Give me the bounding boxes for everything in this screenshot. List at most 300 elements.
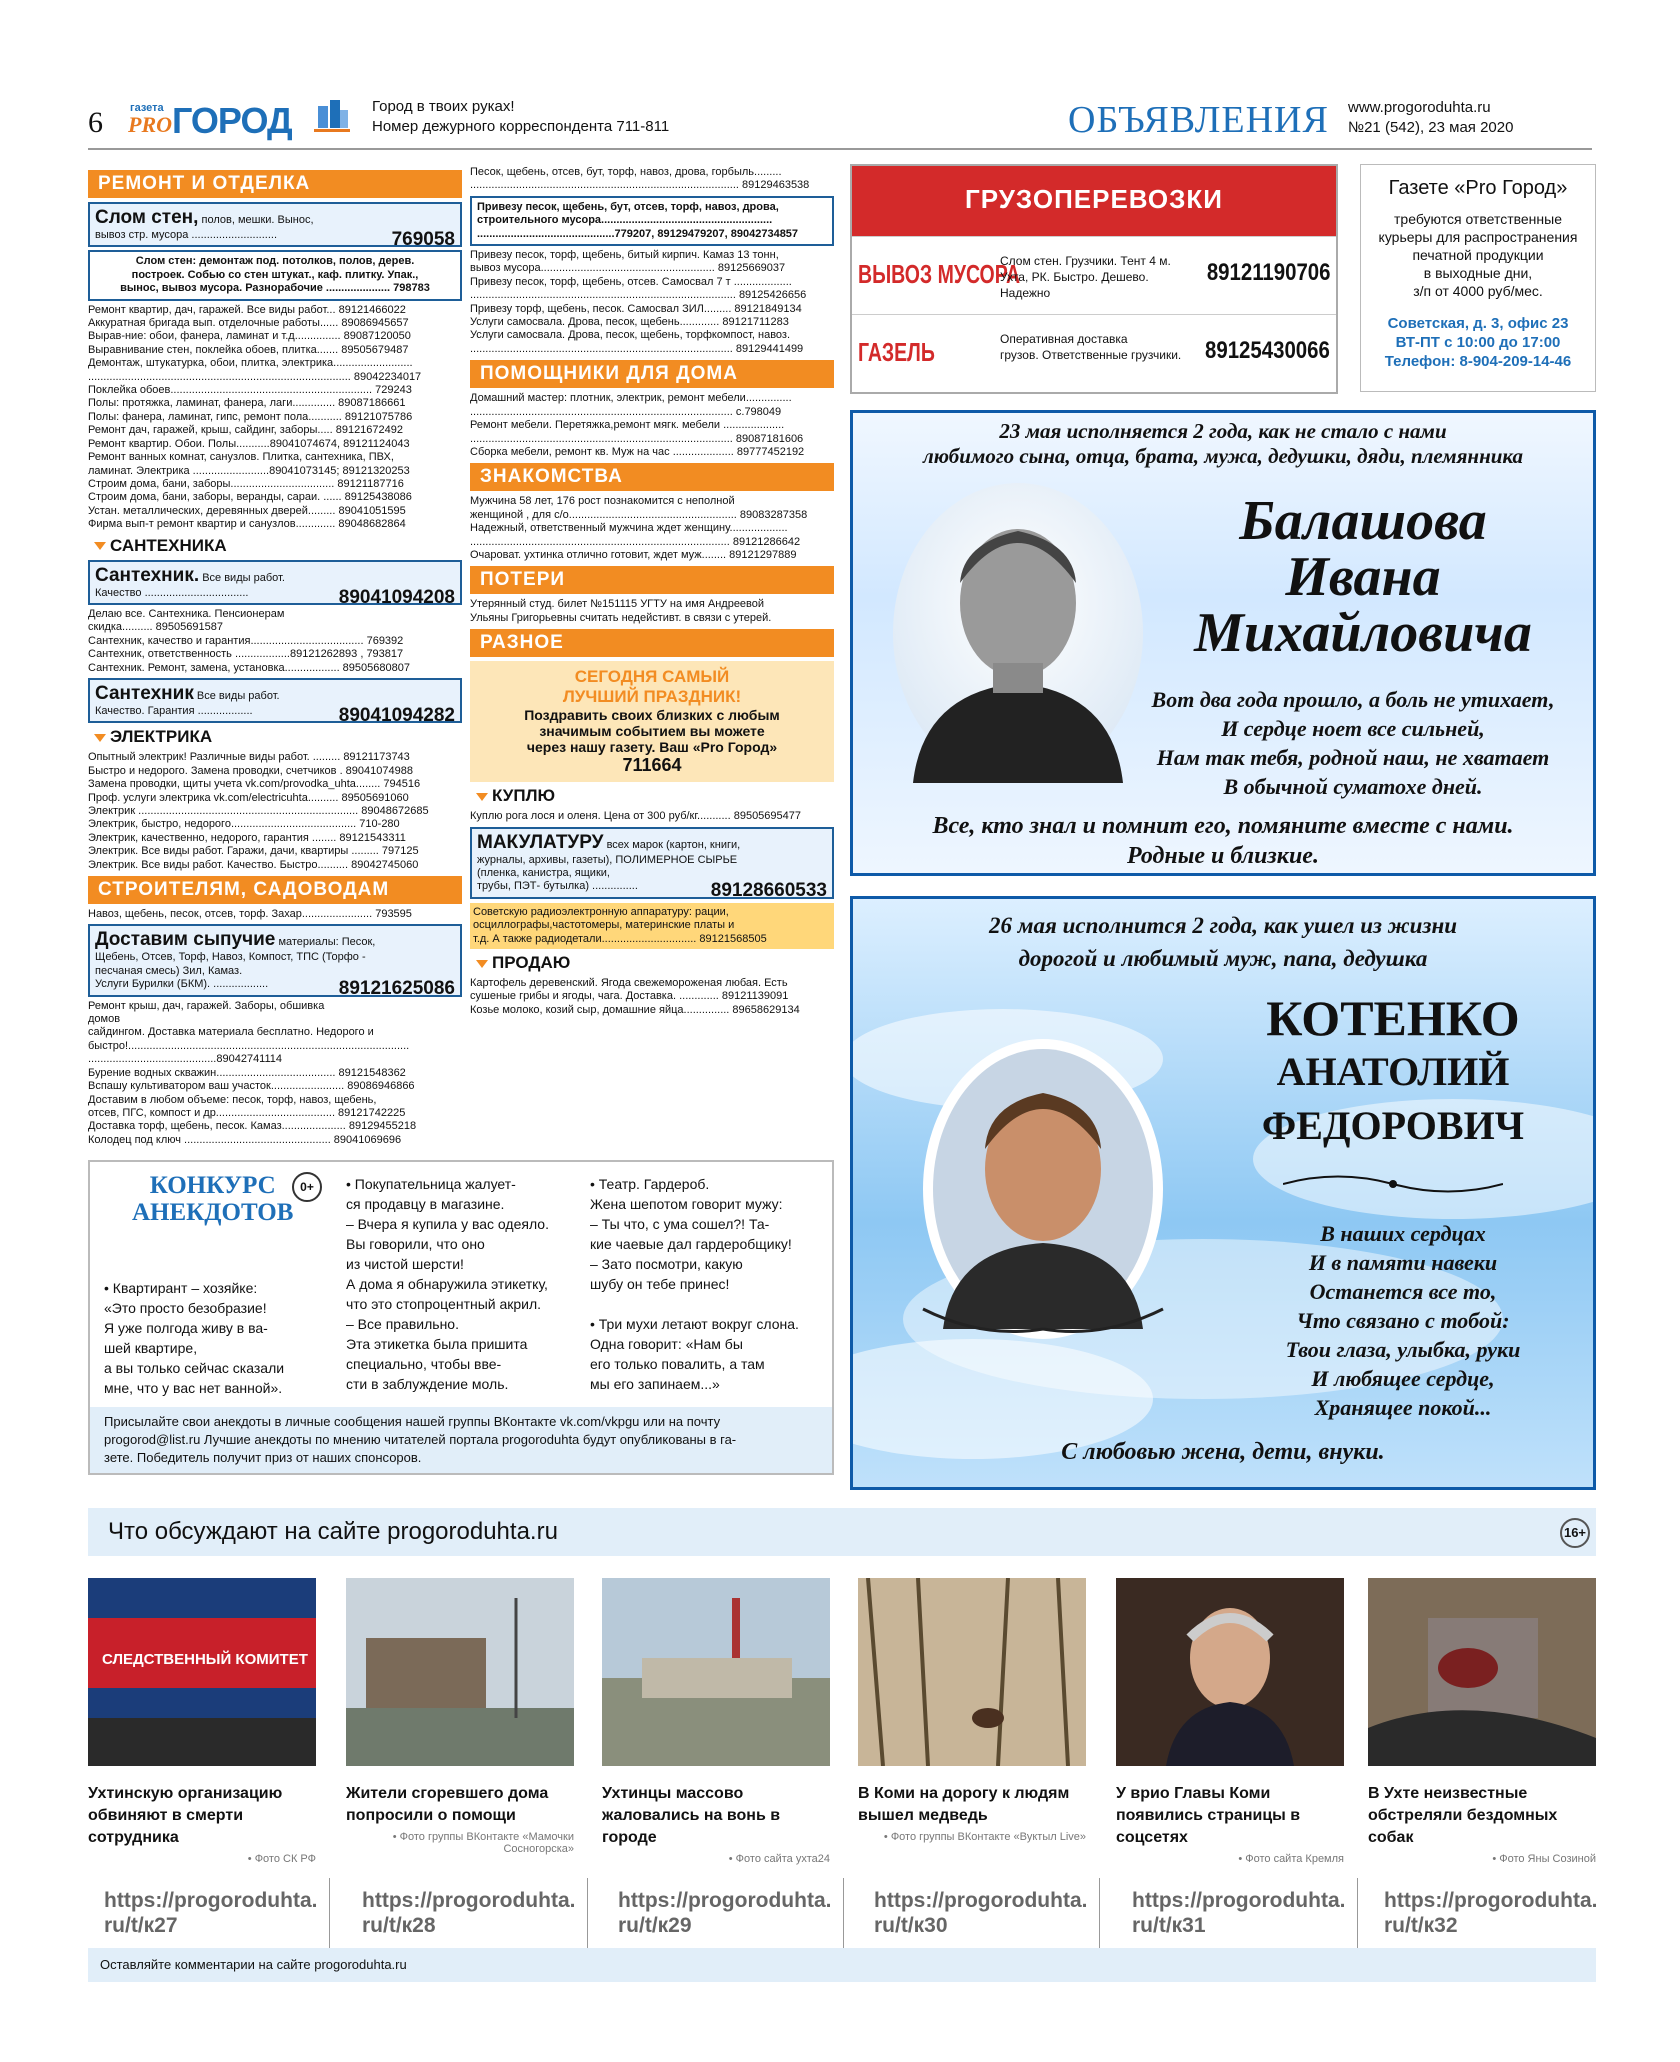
ad-line: Мужчина 58 лет, 176 рост познакомится с неполной (470, 495, 735, 508)
cargo-phone: 89125430066 (1205, 337, 1330, 364)
ad-line: Куплю рога лося и оленя. Цена от 300 руб/кг........... 89505695477 (470, 810, 802, 823)
joke-line: – Вчера я купила у вас одеяло. (346, 1216, 549, 1232)
photo-caption: СЛЕДСТВЕННЫЙ КОМИТЕТ (102, 1651, 308, 1668)
joke-line: – Все правильно. (346, 1316, 459, 1332)
ad-line: Выравнивание стен, поклейка обоев, плитка....... 89505679487 (88, 343, 409, 356)
footer-line: Родные и близкие. (1127, 843, 1319, 869)
phone: 89121625086 (338, 978, 455, 1000)
category-builders: СТРОИТЕЛЯМ, САДОВОДАМ (88, 876, 462, 904)
box-lead: Сантехник (95, 682, 194, 704)
ad-line: ..................................................................................... 89121286642 (470, 535, 801, 548)
ad-line: Песок, щебень, отсев, бут, торф, навоз, дрова, горбыль......... (470, 166, 782, 178)
section-title: ОБЪЯВЛЕНИЯ (1068, 99, 1329, 141)
box-text: материалы: Песок, (278, 936, 376, 949)
ad-line: Привезу песок, торф, щебень, отсев. Самосвал 7 т ................... (470, 275, 792, 288)
vacancy-line: печатной продукции (1412, 247, 1544, 263)
box-text: вынос, вывоз мусора. Разнорабочие ..................... (120, 282, 391, 295)
subcategory-sell: ПРОДАЮ (476, 953, 834, 973)
poem-line: Что связано с тобой: (1296, 1308, 1510, 1333)
poem-line: В обычной суматохе дней. (1223, 774, 1483, 799)
photo-credit: • Фото СК РФ (247, 1853, 316, 1865)
ad-line: сушеные грибы и ягоды, чага. Доставка. ............. 89121139091 (470, 990, 789, 1003)
vacancy-body (1361, 210, 1595, 300)
cargo-service: ГАЗЕЛЬ (858, 337, 935, 367)
header-divider (88, 148, 1592, 150)
ad-line: ..........................................89042741114 (88, 1053, 283, 1066)
subcategory-electrics: ЭЛЕКТРИКА (94, 727, 462, 747)
name-line: Балашова (1239, 490, 1487, 552)
box-lead: Сантехник. (95, 564, 200, 586)
ad-line: Ремонт ванных комнат, санузлов. Плитка, сантехника, ПВХ, (88, 451, 394, 464)
box-text: строительного мусора........................................................ (477, 214, 773, 227)
ad-line: Опытный электрик! Различные виды работ. ......... 89121173743 (88, 751, 410, 764)
heading-line: любимого сына, отца, брата, мужа, дедушки, дяди, племянника (922, 444, 1524, 468)
box-lead: Доставим сыпучие (95, 929, 276, 951)
phone: 798783 (393, 282, 430, 295)
ad-line: Электрик, быстро, недорого......................................... 710-280 (88, 818, 400, 831)
ad-list (88, 608, 462, 675)
ad-line: Электрик, качественно, недорого, гарантия ........ 89121543311 (88, 831, 406, 844)
url-line: ru/t/к29 (618, 1914, 692, 1937)
promo-text: Поздравить своих близких с любым (524, 707, 780, 724)
category-dating: ЗНАКОМСТВА (470, 463, 834, 491)
desc-line: грузов. Ответственные грузчики. (1000, 348, 1182, 362)
ad-line: Строим дома, бани, заборы, веранды, сараи. ...... 89125438086 (88, 491, 412, 504)
ad-line: Сантехник. Ремонт, замена, установка.................. 89505680807 (88, 661, 410, 674)
ad-line: Надежный, ответственный мужчина ждет женщину................... (470, 522, 788, 535)
promo-title: СЕГОДНЯ САМЫЙ (574, 667, 730, 687)
joke-line: – Ты что, с ума сошел?! Та- (590, 1216, 770, 1232)
news-headline: Ухтинцы массово жаловались на вонь в городе (602, 1785, 781, 1846)
ad-line: Домашний мастер: плотник, электрик, ремонт мебели............... (470, 392, 792, 405)
news-card[interactable] (858, 1578, 1088, 1937)
ad-line: быстро!............................................................................................ (88, 1039, 410, 1052)
news-link[interactable] (1384, 1888, 1597, 1938)
ad-line: Сантехник, качество и гарантия..................................... 769392 (88, 634, 404, 647)
photo-credit: • Фото сайта Кремля (1238, 1853, 1344, 1865)
footer-line: Все, кто знал и помнит его, помяните вместе с нами. (932, 813, 1514, 839)
info-line: зете. Победитель получит приз от наших спонсоров. (104, 1450, 422, 1465)
joke-line: его только повалить, а там (590, 1356, 765, 1372)
photo-credit: • Фото группы ВКонтакте «Вуктыл Live» (883, 1831, 1086, 1843)
box-text: Слом стен: демонтаж под. потолков, полов, дерев. (135, 255, 415, 268)
city-emblem-icon (312, 96, 352, 136)
url-line: https://progoroduhta. (362, 1889, 576, 1912)
ad-list (470, 977, 834, 1017)
desc-line: Ухта, РК. Быстро. Дешево. Надежно (1000, 270, 1149, 300)
vacancy-line: в выходные дни, (1423, 265, 1533, 281)
joke-1 (104, 1278, 324, 1398)
desc-line: Слом стен. Грузчики. Тент 4 м. (1000, 254, 1171, 268)
ad-box-bulk-materials (88, 924, 462, 1000)
vacancy-contacts (1361, 314, 1595, 371)
ad-line: Доставка торф, щебень, песок. Камаз..................... 89129455218 (88, 1120, 417, 1133)
ad-line: ...................................................................................... с.798049 (470, 405, 782, 418)
ad-line: Доставим в любом объеме: песок, торф, навоз, щебень, (88, 1093, 377, 1106)
url-line: ru/t/к28 (362, 1914, 436, 1937)
ad-line: т.д. А также радиодетали............................... 89121568505 (473, 932, 767, 945)
joke-3 (590, 1174, 826, 1294)
ad-list (88, 751, 462, 872)
logo (128, 100, 318, 140)
promo-box (470, 661, 834, 782)
box-text: песчаная смесь) Зил, Камаз. (95, 964, 243, 977)
ad-line: Ремонт дач, гаражей, крыш, сайдинг, заборы..... 89121672492 (88, 424, 404, 437)
ad-line: Замена проводки, щиты учета vk.com/provodka_uhta........ 794516 (88, 778, 421, 791)
ad-line: Бурение водных скважин....................................... 89121548362 (88, 1066, 406, 1079)
ad-line: ...................................................................................... 89042234017 (88, 370, 422, 383)
desc-line: Оперативная доставка (1000, 332, 1128, 346)
ad-line: Утерянный студ. билет №151115 УГТУ на имя Андреевой (470, 598, 765, 611)
promo-phone: 711664 (622, 755, 682, 776)
joke-4 (590, 1314, 826, 1394)
phone: 89128660533 (710, 880, 827, 902)
poem-line: И любящее сердце, (1311, 1366, 1495, 1391)
promo-text: через нашу газету. Ваш «Pro Город» (526, 739, 778, 756)
box-text: Качество .................................. (95, 586, 249, 599)
ad-line: Проф. услуги электрика vk.com/electricuhta.......... 89505691060 (88, 791, 409, 804)
joke-line: сти в заблуждение моль. (346, 1376, 509, 1392)
contact-line: Телефон: 8-904-209-14-46 (1384, 353, 1572, 370)
news-link[interactable] (618, 1888, 831, 1938)
ad-line: Очароват. ухтинка отлично готовит, ждет муж........ 89121297889 (470, 548, 797, 561)
logo-pro: PRO (128, 112, 172, 137)
box-lead: Слом стен, (95, 207, 199, 228)
vacancy-line: з/п от 4000 руб/мес. (1413, 283, 1543, 299)
ad-box-plumber-2 (88, 678, 462, 726)
ad-box-demolition (88, 202, 462, 250)
poem-line: В наших сердцах (1320, 1221, 1486, 1246)
photo-credit: • Фото группы ВКонтакте «Мамочки Сосногорска» (392, 1831, 574, 1855)
ornament-divider-icon (1283, 1169, 1503, 1199)
news-headline: Ухтинскую организацию обвиняют в смерти сотрудника (88, 1785, 283, 1846)
category-home-helpers: ПОМОЩНИКИ ДЛЯ ДОМА (470, 360, 834, 388)
news-headline: В Ухте неизвестные обстреляли бездомных собак (1368, 1785, 1558, 1846)
poem-line: И сердце ноет все сильней, (1221, 716, 1485, 741)
promo-title: ЛУЧШИЙ ПРАЗДНИК! (562, 687, 742, 707)
ad-line: ...................................................................................... 89087181606 (470, 432, 804, 445)
memorial-heading (853, 419, 1593, 469)
url-line: https://progoroduhta. (874, 1889, 1088, 1912)
category-lost: ПОТЕРИ (470, 566, 834, 594)
info-line: progorod@list.ru Лучшие анекдоты по мнению читателей портала progoroduhta будут опубликованы в га- (104, 1432, 737, 1447)
cargo-row-trash (852, 236, 1336, 314)
ad-line: ....................................................................................... 89125426656 (470, 289, 807, 302)
url-line: ru/t/к27 (104, 1914, 178, 1937)
ad-line: Быстро и недорого. Замена проводки, счетчиков . 89041074988 (88, 764, 413, 777)
joke-line: из чистой шерсти! (346, 1256, 464, 1272)
news-photo (602, 1578, 830, 1766)
ad-line: осциллографы,частотомеры, материнские платы и (473, 919, 735, 932)
ad-line: ........................................................................................ 89129463538 (470, 179, 810, 192)
heading-line: 26 мая исполнится 2 года, как ушел из жизни (988, 913, 1458, 938)
courier-vacancy-ad (1360, 164, 1596, 392)
subcategory-plumbing: САНТЕХНИКА (94, 536, 462, 556)
issue-number: №21 (542), 23 мая 2020 (1348, 119, 1514, 136)
news-card[interactable] (346, 1578, 576, 1937)
logo-small: газета (130, 102, 164, 114)
ad-box-plumber (88, 560, 462, 608)
news-card[interactable] (1116, 1578, 1346, 1937)
news-card[interactable] (88, 1578, 318, 1937)
ad-line: Электрик ........................................................................ 89048672685 (88, 805, 429, 817)
joke-line: шубу он тебе принес! (590, 1276, 730, 1292)
ad-line: Услуги самосвала. Дрова, песок, щебень, торфкомпост, навоз. (470, 329, 791, 342)
ad-line: Аккуратная бригада вып. отделочные работы...... 89086945657 (88, 317, 409, 330)
cargo-service: ВЫВОЗ МУСОРА (858, 259, 1021, 289)
vacancy-title: Газете «Pro Город» (1388, 177, 1568, 199)
site-info (1348, 98, 1513, 138)
box-text: (пленка, канистра, ящики, (477, 866, 610, 879)
url-line: ru/t/к31 (1132, 1914, 1206, 1937)
info-line: Присылайте свои анекдоты в личные сообщения нашей группы ВКонтакте vk.com/vkpgu или на почту (104, 1414, 721, 1429)
ad-line: Электрик. Все виды работ. Гаражи, дачи, квартиры ......... 797125 (88, 845, 419, 858)
name-line: Михайловича (1194, 602, 1532, 664)
portrait-photo (903, 1029, 1183, 1349)
joke-line: – Зато посмотри, какую (590, 1256, 743, 1272)
joke-line: Я уже полгода живу в ва- (104, 1320, 268, 1336)
ad-list (470, 495, 834, 562)
news-photo (858, 1578, 1086, 1766)
ad-line: вывоз мусора......................................................... 89125669037 (470, 262, 786, 275)
joke-line: • Покупательница жалует- (346, 1176, 516, 1192)
ad-line: ...................................................................................... 89129441499 (470, 342, 804, 355)
name-line: АНАТОЛИЙ (1276, 1049, 1510, 1094)
ad-line: Устан. металлических, деревянных дверей......... 89041051595 (88, 504, 406, 517)
box-text: построек. Собью со стен штукат., каф. плитку. Упак., (131, 268, 419, 281)
memorial-name (1233, 991, 1553, 1153)
poem-line: И в памяти навеки (1308, 1250, 1498, 1275)
vacancy-line: курьеры для распространения (1378, 229, 1578, 245)
category-repair: РЕМОНТ И ОТДЕЛКА (88, 170, 462, 198)
ad-line: женщиной , для с/о....................................................... 89083287358 (470, 508, 808, 521)
site-url[interactable]: www.progoroduhta.ru (1348, 99, 1491, 116)
ad-box-delivery (470, 196, 834, 246)
url-line: https://progoroduhta. (1132, 1889, 1346, 1912)
joke-line: «Это просто безобразие! (104, 1300, 267, 1316)
news-headline: У врио Главы Коми появились страницы в соцсетях (1116, 1785, 1301, 1846)
url-line: https://progoroduhta. (618, 1889, 832, 1912)
ad-line: Ремонт крыш, дач, гаражей. Заборы, обшивка домов (88, 999, 325, 1026)
subcategory-buy: КУПЛЮ (476, 786, 834, 806)
ad-line: Ремонт мебели. Перетяжка,ремонт мягк. мебели .................... (470, 419, 785, 432)
joke-line: что это стопроцентный акрил. (346, 1296, 542, 1312)
ad-list (470, 166, 834, 193)
page-number: 6 (88, 106, 103, 139)
name-line: ФЕДОРОВИЧ (1261, 1103, 1525, 1148)
url-line: ru/t/к30 (874, 1914, 948, 1937)
joke-line: специально, чтобы вве- (346, 1356, 502, 1372)
poem-line: Вот два года прошло, а боль не утихает, (1151, 687, 1555, 712)
news-link[interactable] (1132, 1888, 1345, 1938)
jokes-contest (88, 1160, 834, 1475)
ad-line: отсев, ПГС, компост и др....................................... 89121742225 (88, 1106, 406, 1119)
vacancy-line: требуются ответственные (1394, 211, 1562, 227)
joke-line: ся продавцу в магазине. (346, 1196, 505, 1212)
cargo-row-gazelle (852, 314, 1336, 392)
joke-line: мы его запинаем...» (590, 1376, 720, 1392)
ad-line: Козье молоко, козий сыр, домашние яйца............... 89658629134 (470, 1003, 800, 1016)
news-link[interactable] (874, 1888, 1087, 1938)
box-text: вывоз стр. мусора ............................ (95, 229, 277, 241)
age-rating-badge: 16+ (1560, 1518, 1590, 1548)
cargo-ad (850, 164, 1338, 394)
joke-line: Вы говорили, что оно (346, 1236, 485, 1252)
joke-line: мне, что у вас нет ванной». (104, 1380, 283, 1396)
ad-line: Услуги самосвала. Дрова, песок, щебень............. 89121711283 (470, 316, 789, 329)
phone: 769058 (391, 229, 455, 250)
box-text: Качество. Гарантия .................. (95, 704, 253, 717)
ad-line: Вырав-ние: обои, фанера, ламинат и т.д............... 89087120050 (88, 330, 411, 343)
ad-line: Вспашу культиватором ваш участок........................ 89086946866 (88, 1080, 415, 1093)
news-card[interactable] (1368, 1578, 1598, 1937)
ad-list (88, 304, 462, 532)
news-card[interactable] (602, 1578, 832, 1937)
contact-line: ВТ-ПТ с 10:00 до 17:00 (1395, 334, 1561, 351)
ad-line: Картофель деревенский. Ягода свежемороженая любая. Есть (470, 977, 788, 989)
news-strip-title: Что обсуждают на сайте progoroduhta.ru (108, 1518, 558, 1545)
joke-line: Эта этикетка была пришита (346, 1336, 528, 1352)
ad-line: Колодец под ключ ................................................ 89041069696 (88, 1133, 402, 1146)
cargo-desc (1000, 253, 1200, 301)
url-line: ru/t/к32 (1384, 1914, 1458, 1937)
category-misc: РАЗНОЕ (470, 629, 834, 657)
jokes-title (132, 1172, 293, 1226)
cargo-title: ГРУЗОПЕРЕВОЗКИ (852, 166, 1336, 236)
memorial-poem (1233, 1219, 1573, 1422)
logo-main: ГОРОД (172, 100, 292, 141)
news-headline: В Коми на дорогу к людям вышел медведь (858, 1785, 1070, 1824)
box-text: Все виды работ. (196, 689, 280, 702)
memorial-poem (1103, 685, 1596, 801)
box-text: журналы, архивы, газеты), ПОЛИМЕРНОЕ СЫРЬЕ (477, 853, 738, 866)
title-line: АНЕКДОТОВ (132, 1199, 294, 1226)
news-link[interactable] (362, 1888, 575, 1938)
box-lead: МАКУЛАТУРУ (477, 831, 604, 853)
ad-line: Ремонт квартир. Обои. Полы...........89041074674, 89121124043 (88, 437, 410, 450)
classifieds-column-2 (470, 166, 834, 1017)
joke-line: кие чаевые дал гардеробщику! (590, 1236, 792, 1252)
tagline-2: Номер дежурного корреспондента 711-811 (372, 118, 670, 135)
ad-line: Фирма вып-т ремонт квартир и санузлов............. 89048682864 (88, 518, 406, 531)
classifieds-column-1 (88, 166, 462, 1147)
box-text: трубы, ПЭТ- бутылка) ............... (477, 880, 638, 893)
poem-line: Твои глаза, улыбка, руки (1285, 1337, 1521, 1362)
ad-line: Электрик. Все виды работ. Качество. Быстро.......... 89042745060 (88, 858, 419, 871)
joke-line: Одна говорит: «Нам бы (590, 1336, 743, 1352)
cargo-desc (1000, 331, 1200, 363)
heading-line: дорогой и любимый муж, папа, дедушка (1018, 946, 1428, 971)
phone: 89041094208 (338, 586, 455, 608)
news-link[interactable] (104, 1888, 317, 1938)
joke-line: шей квартире, (104, 1340, 198, 1356)
memorial-footer (853, 811, 1593, 871)
memorial-ad-1 (850, 410, 1596, 876)
heading-line: 23 мая исполняется 2 года, как не стало с нами (999, 419, 1447, 443)
news-headline: Жители сгоревшего дома попросили о помощи (346, 1785, 549, 1824)
joke-line: • Театр. Гардероб. (590, 1176, 710, 1192)
memorial-name (1153, 490, 1573, 664)
ad-list (88, 1000, 462, 1147)
age-rating-badge: 0+ (292, 1172, 322, 1202)
news-strip-header (88, 1508, 1596, 1556)
joke-line: а вы только сейчас сказали (104, 1360, 285, 1376)
poem-line: Хранящее покой... (1314, 1395, 1492, 1420)
joke-line: А дома я обнаружила этикетку, (346, 1276, 548, 1292)
name-line: КОТЕНКО (1266, 990, 1520, 1046)
news-photo (1116, 1578, 1344, 1766)
ad-line: Привезу песок, торф, щебень, битый кирпич. Камаз 13 тонн, (470, 249, 779, 262)
news-photo (346, 1578, 574, 1766)
box-text: Привезу песок, щебень, бут, отсев, торф, навоз, дрова, (477, 200, 779, 213)
memorial-heading (853, 909, 1593, 975)
url-line: https://progoroduhta. (1384, 1889, 1598, 1912)
box-text: Щебень, Отсев, Торф, Навоз, Компост, ТПС (Торфо - (95, 951, 366, 964)
poem-line: Останется все то, (1309, 1279, 1497, 1304)
memorial-ad-2 (850, 896, 1596, 1490)
joke-line: • Квартирант – хозяйке: (104, 1280, 258, 1296)
joke-line: Жена шепотом говорит мужу: (590, 1196, 783, 1212)
ad-list (470, 249, 834, 356)
jokes-submission-info (90, 1407, 832, 1473)
box-text: .............................................779207, 89129479207, 89042734857 (477, 227, 799, 240)
joke-2 (346, 1174, 576, 1394)
box-text: Услуги Бурилки (БКМ). .................. (95, 978, 269, 991)
promo-text: значимым событием вы можете (539, 723, 765, 740)
ad-line: Поклейка обоев.................................................................. 729243 (88, 384, 412, 397)
photo-credit: • Фото Яны Созиной (1492, 1853, 1596, 1865)
tagline-1: Город в твоих руках! (372, 98, 515, 115)
box-text: полов, мешки. Вынос, (201, 214, 314, 226)
ad-line: Полы: фанера, ламинат, гипс, ремонт пола........... 89121075786 (88, 410, 413, 423)
header-tagline (372, 97, 669, 137)
ad-line: сайдингом. Доставка материала бесплатно. Недорого и (88, 1026, 374, 1039)
box-text: всех марок (картон, книги, (606, 838, 741, 851)
news-photo (1368, 1578, 1596, 1766)
ad-line: ламинат. Электрика .........................89041073145; 89121320253 (88, 464, 410, 477)
contact-line: Советская, д. 3, офис 23 (1387, 315, 1569, 332)
memorial-footer: С любовью жена, дети, внуки. (1061, 1439, 1385, 1465)
ad-line: Сантехник, ответственность ..................89121262893 , 793817 (88, 648, 404, 661)
title-line: КОНКУРС (149, 1172, 276, 1199)
box-text: Все виды работ. (202, 571, 285, 584)
ad-line: Строим дома, бани, заборы.................................. 89121187716 (88, 477, 404, 490)
ad-line: Привезу торф, щебень, песок. Самосвал ЗИЛ......... 89121849134 (470, 302, 802, 315)
ad-line: Полы: протяжка, ламинат, фанера, лаги.............. 89087186661 (88, 397, 406, 410)
ad-line: Советскую радиоэлектронную аппаратуру: рации, (473, 905, 729, 918)
ad-line: Делаю все. Сантехника. Пенсионерам скидка.......... 89505691587 (88, 607, 285, 634)
joke-line: • Три мухи летают вокруг слона. (590, 1316, 799, 1332)
ad-list (470, 392, 834, 459)
ad-box-wastepaper (470, 827, 834, 902)
photo-credit: • Фото сайта ухта24 (728, 1853, 830, 1865)
phone: 89041094282 (338, 704, 455, 726)
ad-radio-electronics (470, 903, 834, 949)
poem-line: Нам так тебя, родной наш, не хватает (1156, 745, 1550, 770)
ad-line: Демонтаж, штукатурка, обои, плитка, электрика.......................... (88, 357, 413, 370)
ad-box-demolition-2 (88, 250, 462, 300)
ad-line: Сборка мебели, ремонт кв. Муж на час .................... 89777452192 (470, 445, 805, 458)
ad-line: Ремонт квартир, дач, гаражей. Все виды работ... 89121466022 (88, 303, 406, 316)
cargo-phone: 89121190706 (1206, 259, 1330, 286)
footer-comment-bar[interactable]: Оставляйте комментарии на сайте progoroduhta.ru (88, 1948, 1596, 1982)
ad-list (470, 598, 834, 625)
name-line: Ивана (1285, 546, 1441, 608)
url-line: https://progoroduhta. (104, 1889, 318, 1912)
ad-line: Навоз, щебень, песок, отсев, торф. Захар....................... 793595 (88, 908, 412, 921)
news-photo (88, 1578, 316, 1766)
ad-line: Ульяны Григорьевны считать недейстивт. в связи с утерей. (470, 611, 772, 624)
